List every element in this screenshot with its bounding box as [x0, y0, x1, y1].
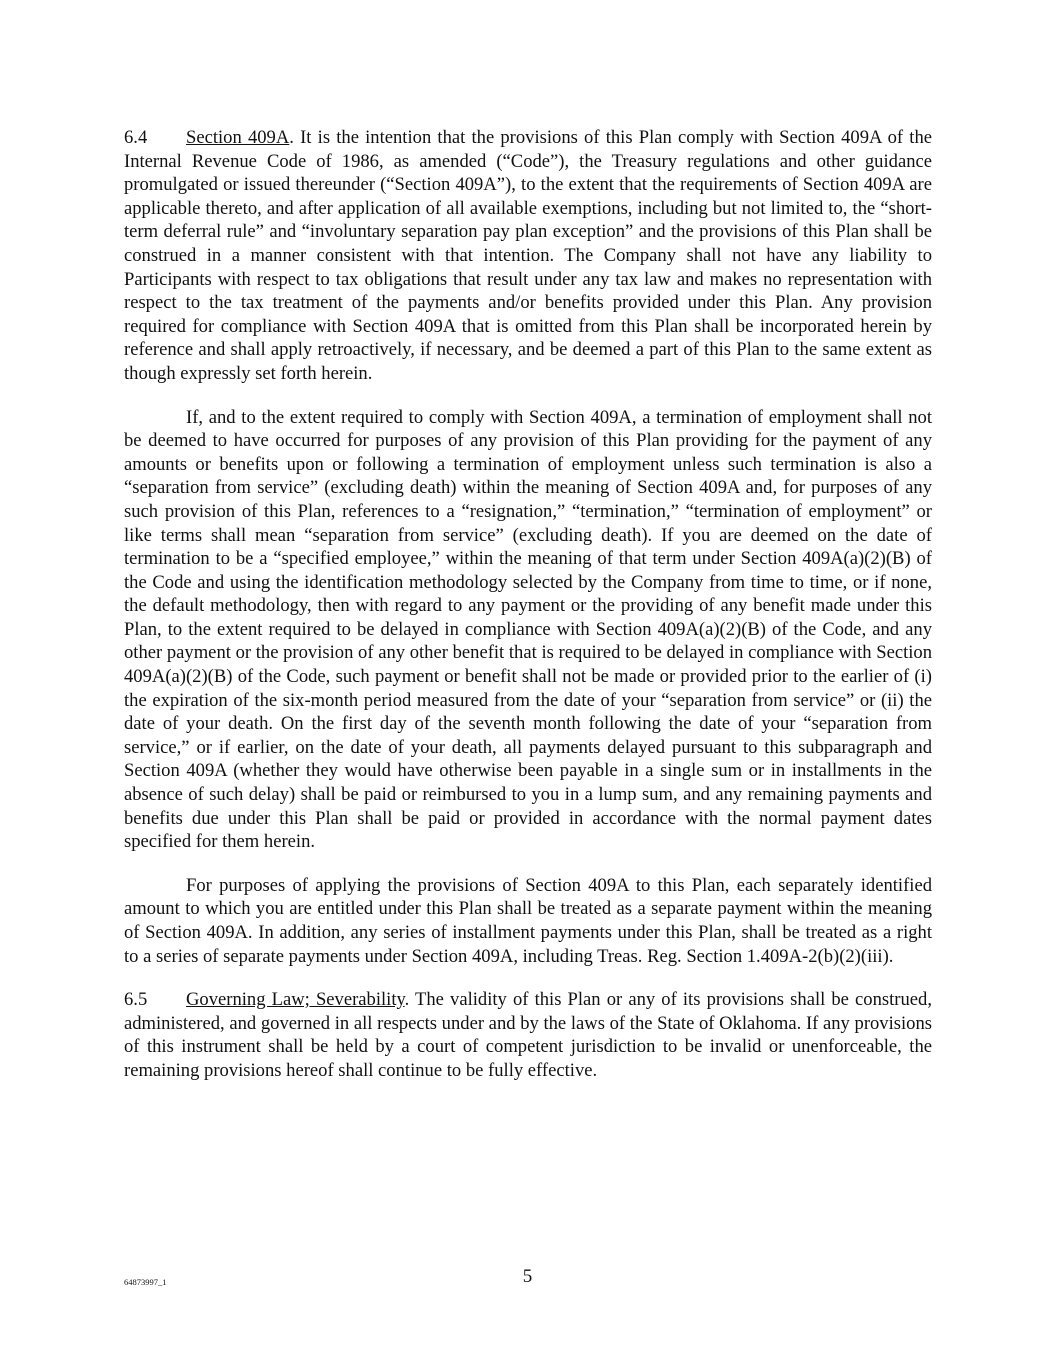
section-6-5: [124, 988, 932, 1082]
document-body: [124, 126, 932, 1083]
section-body: . It is the intention that the provisions of this Plan comply with Section 409A of the Internal Revenue Code of 1986, as amended (“Code”), the Treasury regulations and other guidance promulgated or issued thereunder (“Section 409A”), to the extent that the requirements of Section 409A are applicable thereto, and after application of all available exemptions, including but not limited to, the “short-term deferral rule” and “involuntary separation pay plan exception” and the provisions of this Plan shall be construed in a manner consistent with that intention. The Company shall not have any liability to Participants with respect to tax obligations that result under any tax law and makes no representation with respect to the tax treatment of the payments and/or benefits provided under this Plan. Any provision required for compliance with Section 409A that is omitted from this Plan shall be incorporated herein by reference and shall apply retroactively, if necessary, and be deemed a part of this Plan to the same extent as though expressly set forth herein.: [124, 127, 932, 384]
section-title: Section 409A: [186, 127, 290, 148]
section-6-4: [124, 126, 932, 386]
page-number: 5: [522, 1266, 533, 1287]
section-number: 6.4: [124, 127, 148, 148]
paragraph-separate-payments: For purposes of applying the provisions of Section 409A to this Plan, each separately identified amount to which you are entitled under this Plan shall be treated as a separate payment within the meaning of Section 409A. In addition, any series of installment payments under this Plan, shall be treated as a right to a series of separate payments under Section 409A, including Treas. Reg. Section 1.409A-2(b)(2)(iii).: [124, 874, 932, 967]
paragraph-separation-from-service: If, and to the extent required to comply with Section 409A, a termination of employment shall not be deemed to have occurred for purposes of any provision of this Plan providing for the payment of any amounts or benefits upon or following a termination of employment unless such termination is also a “separation from service” (excluding death) within the meaning of Section 409A and, for purposes of any such provision of this Plan, references to a “resignation,” “termination,” “termination of employment” or like terms shall mean “separation from service” (excluding death). If you are deemed on the date of termination to be a “specified employee,” within the meaning of that term under Section 409A(a)(2)(B) of the Code and using the identification methodology selected by the Company from time to time, or if none, the default methodology, then with regard to any payment or the providing of any benefit made under this Plan, to the extent required to be delayed in compliance with Section 409A(a)(2)(B) of the Code, and any other payment or the provision of any other benefit that is required to be delayed in compliance with Section 409A(a)(2)(B) of the Code, such payment or benefit shall not be made or provided prior to the earlier of (i) the expiration of the six-month period measured from the date of your “separation from service” or (ii) the date of your death. On the first day of the seventh month following the date of your “separation from service,” or if earlier, on the date of your death, all payments delayed pursuant to this subparagraph and Section 409A (whether they would have otherwise been payable in a single sum or in installments in the absence of such delay) shall be paid or reimbursed to you in a lump sum, and any remaining payments and benefits due under this Plan shall be paid or provided in accordance with the normal payment dates specified for them herein.: [124, 406, 932, 853]
section-title: Governing Law; Severability: [186, 989, 405, 1011]
section-number: 6.5: [124, 989, 148, 1011]
document-id: 64873997_1: [124, 1277, 167, 1287]
section-body: . The validity of this Plan or any of its provisions shall be construed, administered, and governed in all respects under and by the laws of the State of Oklahoma. If any provisions of this instrument shall be held by a court of competent jurisdiction to be invalid or unenforceable, the remaining provisions hereof shall continue to be fully effective.: [124, 989, 932, 1081]
